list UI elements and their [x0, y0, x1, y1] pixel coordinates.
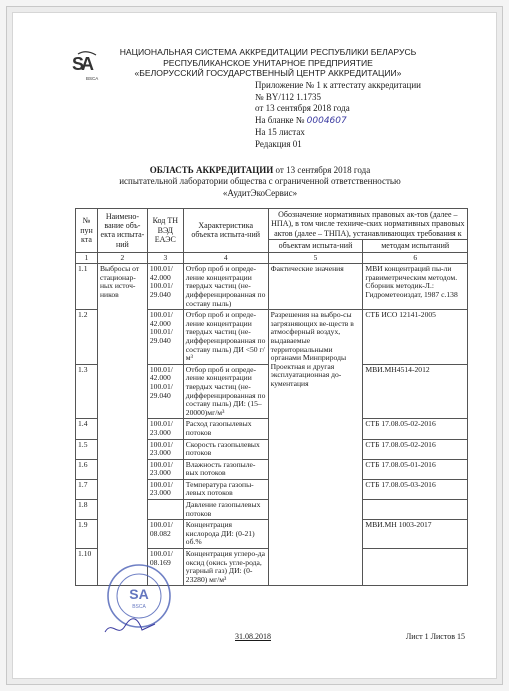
annex-line-6: Редакция 01 — [255, 138, 302, 149]
col-header-number: № пун кта — [76, 209, 98, 253]
cell-method: СТБ 17.08.05-01-2016 — [363, 459, 468, 479]
column-number: 2 — [97, 252, 147, 264]
column-number: 6 — [363, 252, 468, 264]
annex-line-5: На 15 листах — [255, 127, 305, 138]
cell-objects-norm: Фактические значения — [268, 264, 363, 310]
cell-method: СТБ 17.08.05-02-2016 — [363, 419, 468, 439]
svg-text:A: A — [81, 54, 94, 74]
title-line-3: «АудитЭкоСервис» — [222, 187, 298, 198]
column-number: 3 — [147, 252, 183, 264]
cell-code: 100.01/ 23.000 — [147, 459, 183, 479]
column-number: 1 — [76, 252, 98, 264]
title-bold: ОБЛАСТЬ АККРЕДИТАЦИИ — [149, 165, 274, 175]
accreditation-logo-icon — [72, 50, 100, 84]
annex-line-1: Приложение № 1 к аттестату аккредитации — [255, 80, 421, 90]
cell-code: 100.01/ 23.000 — [147, 439, 183, 459]
blank-number-handwritten: 0004607 — [306, 115, 347, 126]
table-row — [76, 264, 468, 310]
accreditation-table — [75, 208, 468, 586]
cell-characteristic: Отбор проб и опреде-ление концентрации твердых частиц (не-дифференцированная по составу пыль) ДИ <50 г/м³ — [183, 310, 268, 365]
cell-number: 1.3 — [76, 364, 98, 419]
stamp-text: BSCA — [132, 604, 146, 610]
title-line-2: испытательной лаборатории общества с ограниченной ответственностью — [119, 176, 401, 187]
header-line-2: РЕСПУБЛИКАНСКОЕ УНИТАРНОЕ ПРЕДПРИЯТИЕ — [163, 57, 373, 68]
cell-characteristic: Концентрация углеро-да оксид (окись угле-рода, угарный газ) ДИ: (0-23280) мг/м³ — [183, 549, 268, 586]
cell-code: 100.01/ 42.000 100.01/ 29.040 — [147, 364, 183, 419]
col-header-code: Код ТН ВЭД ЕАЭС — [147, 209, 183, 253]
cell-number: 1.4 — [76, 419, 98, 439]
cell-characteristic: Температура газопы-левых потоков — [183, 479, 268, 499]
cell-code: 100.01/ 23.000 — [147, 419, 183, 439]
document-title — [60, 165, 460, 199]
blank-number-label: На бланке № — [255, 114, 305, 125]
col-header-objects: объектам испыта-ний — [268, 240, 363, 252]
cell-method: МВИ.МН4514-2012 — [363, 364, 468, 419]
cell-characteristic: Отбор проб и опреде-ление концентрации твердых частиц (не-дифференцированная по составу пыль) ДИ: (15–20000)мг/м³ — [183, 364, 268, 419]
cell-object-name: Выбросы от стационар-ных источ-ников — [97, 264, 147, 586]
col-header-norms: Обозначение нормативных правовых ак-тов (далее – НПА), в том числе техниче-ских нормативных правовых актов (далее – ТНПА), устанавливающих требования к — [268, 209, 467, 240]
cell-code: 100.01/ 08.082 — [147, 520, 183, 549]
footer-date: 31.08.2018 — [235, 632, 271, 641]
cell-characteristic: Отбор проб и опреде-ление концентрации твердых частиц (не-дифференцированная по составу пыль) — [183, 264, 268, 310]
cell-code — [147, 500, 183, 520]
signature-icon — [100, 612, 160, 642]
annex-block — [255, 80, 421, 151]
svg-text:S: S — [72, 54, 85, 74]
column-numbers-row — [76, 252, 468, 264]
annex-line-4 — [255, 115, 421, 128]
cell-method: СТБ ИСО 12141-2005 — [363, 310, 468, 365]
cell-method: СТБ 17.08.05-02-2016 — [363, 439, 468, 459]
header — [112, 47, 424, 79]
svg-text:SA: SA — [129, 586, 149, 602]
cell-objects-norm — [268, 310, 363, 586]
cell-number: 1.5 — [76, 439, 98, 459]
cell-method: СТБ 17.08.05-03-2016 — [363, 479, 468, 499]
cell-characteristic: Влажность газопыле-вых потоков — [183, 459, 268, 479]
col-header-methods: методам испытаний — [363, 240, 468, 252]
header-line-3: «БЕЛОРУССКИЙ ГОСУДАРСТВЕННЫЙ ЦЕНТР АККРЕДИТАЦИИ» — [134, 68, 402, 78]
annex-line-3: от 13 сентября 2018 года — [255, 103, 350, 114]
cell-method: МВИ.МН 1003-2017 — [363, 520, 468, 549]
cell-characteristic: Скорость газопылевых потоков — [183, 439, 268, 459]
cell-code: 100.01/ 42.000 100.01/ 29.040 — [147, 310, 183, 365]
column-number: 5 — [268, 252, 363, 264]
footer-sheet-counter: Лист 1 Листов 15 — [405, 632, 465, 641]
cell-number: 1.2 — [76, 310, 98, 365]
cell-number: 1.6 — [76, 459, 98, 479]
col-header-name: Наимено-вание объ-екта испыта-ний — [97, 209, 147, 253]
objects-norm-permits: Разрешения на выбро-сы загрязняющих ве-ществ в атмосферный воздух, выдаваемые территориальными органами Минприроды — [270, 310, 354, 363]
cell-number: 1.9 — [76, 520, 98, 549]
cell-method — [363, 549, 468, 586]
logo-text: BSCA — [86, 76, 99, 81]
cell-code: 100.01/ 42.000 100.01/ 29.040 — [147, 264, 183, 310]
cell-characteristic: Концентрация кислорода ДИ: (0-21) об.% — [183, 520, 268, 549]
cell-method — [363, 500, 468, 520]
cell-number: 1.7 — [76, 479, 98, 499]
annex-line-2: № BY/112 1.1735 — [255, 91, 322, 102]
column-number: 4 — [183, 252, 268, 264]
header-line-1: НАЦИОНАЛЬНАЯ СИСТЕМА АККРЕДИТАЦИИ РЕСПУБЛИКИ БЕЛАРУСЬ — [119, 47, 417, 57]
objects-norm-design-docs: Проектная и другая эксплуатационная до-кументация — [270, 361, 342, 388]
cell-code: 100.01/ 08.169 — [147, 549, 183, 586]
cell-number: 1.8 — [76, 500, 98, 520]
col-header-characteristic: Характеристика объекта испыта-ний — [183, 209, 268, 253]
cell-number: 1.1 — [76, 264, 98, 310]
cell-characteristic: Давление газопылевых потоков — [183, 500, 268, 520]
cell-characteristic: Расход газопылевых потоков — [183, 419, 268, 439]
cell-code: 100.01/ 23.000 — [147, 479, 183, 499]
cell-method: МВИ концентраций пы-ли гравиметрическим методом. Сборник методик-Л.: Гидрометеоиздат, 1987 с.138 — [363, 264, 468, 310]
cell-number: 1.10 — [76, 549, 98, 586]
title-date: от 13 сентября 2018 года — [273, 165, 371, 175]
